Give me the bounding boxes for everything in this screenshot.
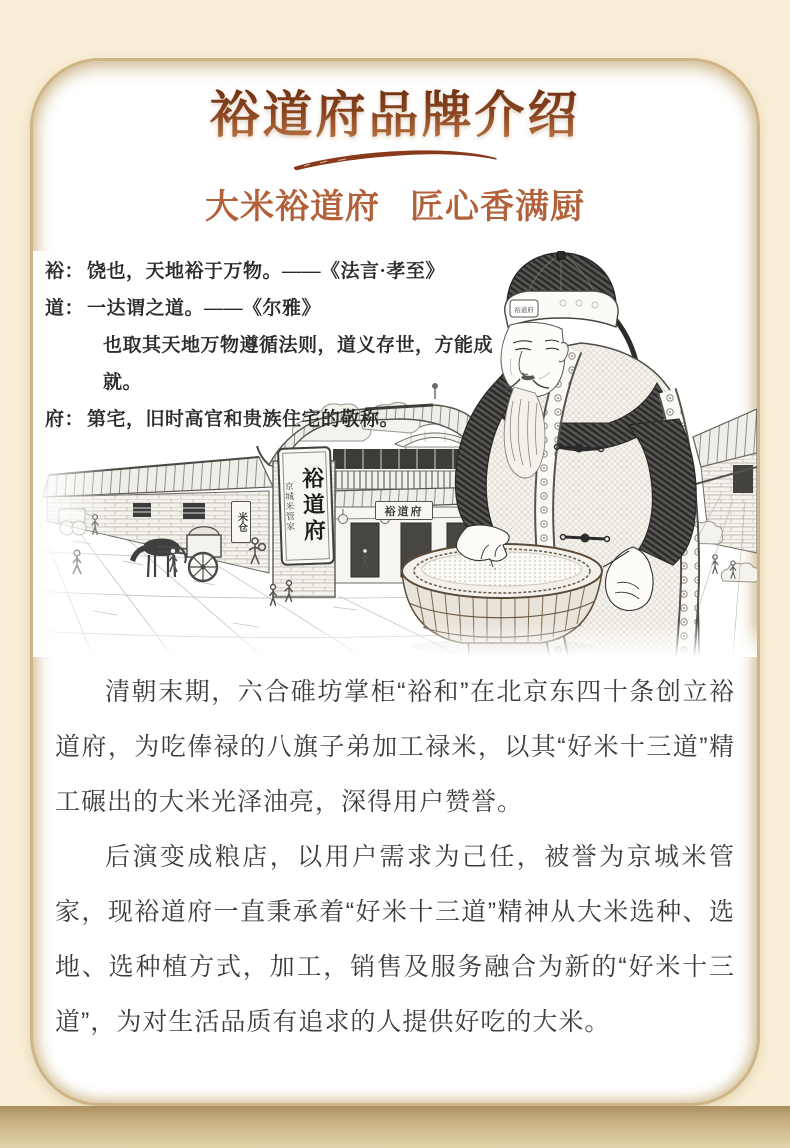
reaching-hand: [456, 525, 509, 561]
definition-text: 饶也，天地裕于万物。——《法言·孝至》: [87, 261, 445, 282]
svg-text:裕道府: 裕道府: [514, 307, 534, 314]
definition-label: 府：: [45, 409, 85, 430]
warehouse-sign-text: 米仓: [235, 512, 247, 532]
definition-text: 第宅，旧时高官和贵族住宅的敬称。: [87, 409, 400, 430]
definition-row: [45, 401, 523, 438]
brand-intro-card: [30, 58, 760, 1106]
definition-list: [45, 253, 523, 438]
slogan-right: 匠心香满厨: [410, 187, 585, 226]
definition-row: [45, 290, 523, 327]
definition-row: [45, 327, 523, 401]
slogan-left: 大米裕道府: [205, 187, 380, 226]
shop-sign-board: [277, 446, 335, 566]
shop-sign-sub-text: 京城米管家: [283, 481, 296, 532]
facade-sign-board: [375, 501, 433, 520]
bottom-fade: [33, 623, 757, 657]
brand-story: [55, 665, 735, 1050]
facade-sign-text: 裕道府: [384, 505, 424, 518]
definition-row: [45, 253, 523, 290]
definition-label: 道：: [45, 298, 85, 319]
page-bottom-shadow: [0, 1106, 790, 1148]
page-title: 裕道府品牌介绍: [33, 87, 757, 145]
definition-text: 也取其天地万物遵循法则，道义存世，方能成就。: [103, 335, 494, 393]
story-paragraph-1: 清朝末期，六合碓坊掌柜“裕和”在北京东四十条创立裕道府，为吃俸禄的八旗子弟加工禄米，以其“好米十三道”精工碾出的大米光泽油亮，深得用户赞誉。: [55, 678, 735, 816]
definition-label: 裕：: [45, 261, 85, 282]
brush-stroke-divider: [290, 147, 500, 173]
slogan: [33, 179, 757, 228]
warehouse-sign-board: [231, 501, 251, 543]
brush-stroke: [294, 150, 497, 170]
shop-sign-main-text: 裕道府: [299, 466, 327, 546]
definition-text: 一达谓之道。——《尔雅》: [87, 298, 322, 319]
story-paragraph-2: 后演变成粮店，以用户需求为己任，被誉为京城米管家，现裕道府一直秉承着“好米十三道”精神从大米选种、选地、选种植方式，加工，销售及服务融合为新的“好米十三道”，为对生活品质有追求的人提供好吃的大米。: [55, 843, 735, 1036]
